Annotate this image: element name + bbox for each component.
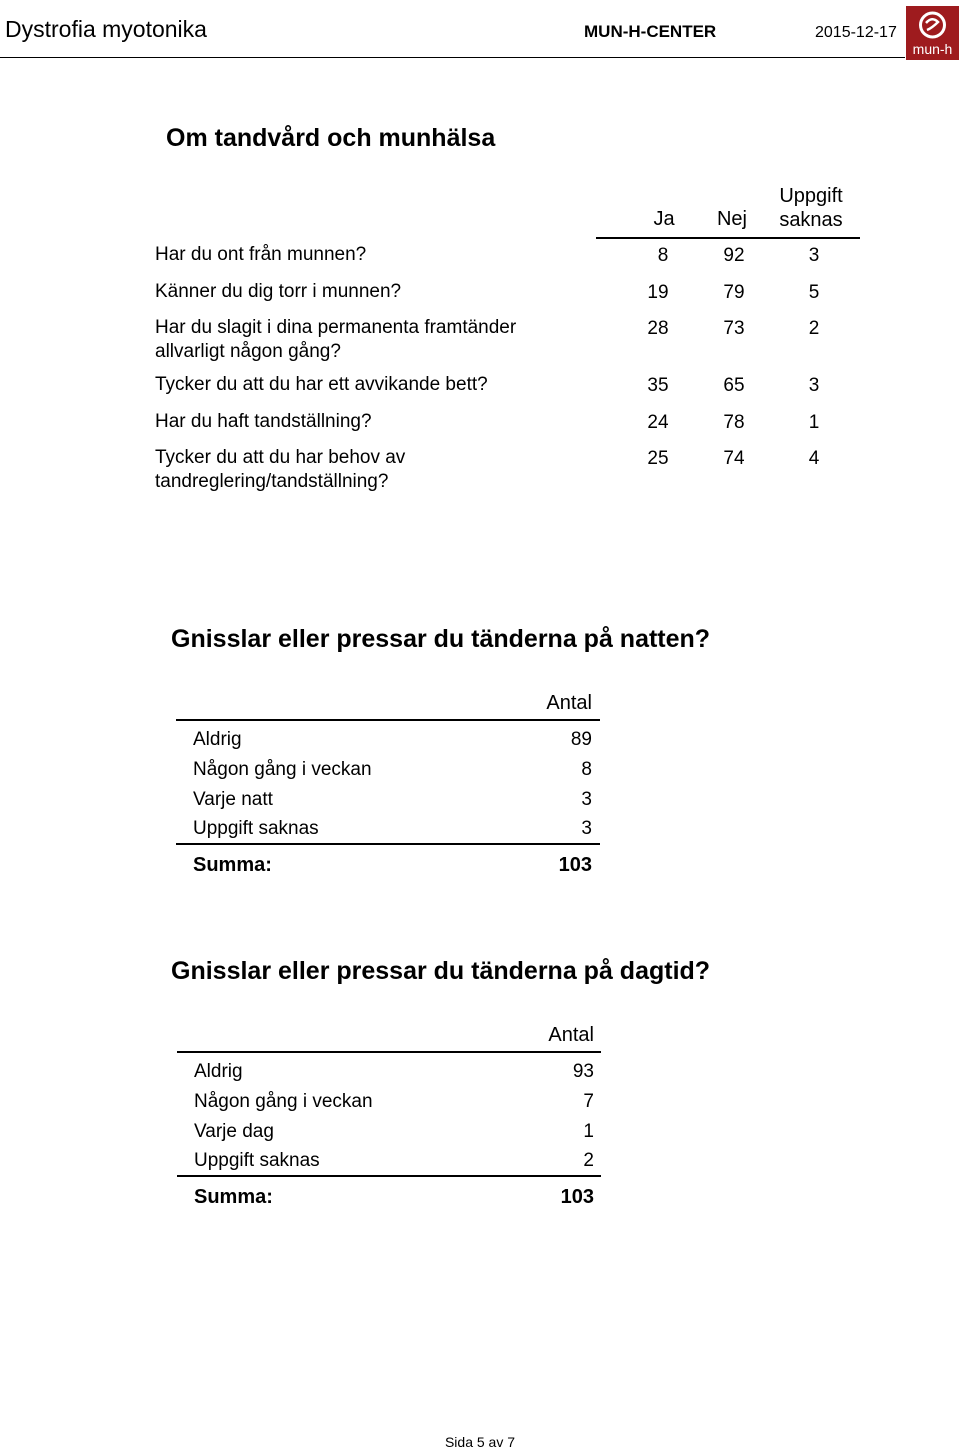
logo-text: mun-h	[912, 41, 953, 57]
center-name: MUN-H-CENTER	[584, 22, 717, 41]
row-label: Någon gång i veckan	[194, 1091, 373, 1112]
value-saknas: 4	[808, 448, 820, 469]
row-label: Uppgift saknas	[193, 818, 319, 839]
value-saknas: 3	[808, 375, 820, 396]
table-sum-rule	[177, 1175, 601, 1177]
page-number: Sida 5 av 7	[444, 1434, 516, 1450]
row-value: 8	[581, 759, 592, 780]
sum-value: 103	[558, 854, 592, 876]
row-label: Aldrig	[193, 729, 242, 750]
question-text: Har du slagit i dina permanenta framtänder allvarligt någon gång?	[155, 317, 517, 362]
question-text: Har du haft tandställning?	[155, 411, 372, 432]
mun-h-logo	[906, 6, 959, 60]
row-value: 1	[583, 1121, 594, 1142]
table-header-rule	[176, 719, 600, 721]
question-text: Tycker du att du har behov av tandreglering/tandställning?	[155, 447, 406, 492]
value-nej: 74	[723, 448, 745, 469]
row-value: 89	[570, 729, 592, 750]
row-label: Varje natt	[193, 789, 273, 810]
column-header-antal: Antal	[548, 1024, 594, 1046]
column-header-ja: Ja	[653, 208, 675, 230]
value-ja: 28	[647, 318, 669, 339]
row-value: 3	[581, 818, 592, 839]
value-saknas: 2	[808, 318, 820, 339]
value-saknas: 1	[808, 412, 820, 433]
value-ja: 25	[647, 448, 669, 469]
row-label: Aldrig	[194, 1061, 243, 1082]
value-ja: 19	[647, 282, 669, 303]
column-header-uppgift-saknas: Uppgift saknas	[779, 185, 843, 231]
value-ja: 8	[657, 245, 669, 266]
table-sum-rule	[176, 843, 600, 845]
row-value: 3	[581, 789, 592, 810]
sum-value: 103	[560, 1186, 594, 1208]
column-header-nej: Nej	[716, 208, 747, 230]
table-header-rule	[596, 237, 860, 239]
table-header-rule	[177, 1051, 601, 1053]
value-nej: 79	[723, 282, 745, 303]
value-nej: 92	[723, 245, 745, 266]
row-label: Uppgift saknas	[194, 1150, 320, 1171]
value-ja: 24	[647, 412, 669, 433]
value-saknas: 3	[808, 245, 820, 266]
document-title: Dystrofia myotonika	[5, 16, 207, 42]
column-header-antal: Antal	[546, 692, 592, 714]
row-label: Varje dag	[194, 1121, 274, 1142]
section-title: Gnisslar eller pressar du tänderna på dagtid?	[171, 957, 711, 985]
section-title: Om tandvård och munhälsa	[166, 124, 496, 152]
sum-label: Summa:	[194, 1186, 273, 1208]
value-nej: 73	[723, 318, 745, 339]
row-value: 93	[572, 1061, 594, 1082]
document-date: 2015-12-17	[815, 24, 897, 41]
row-value: 7	[583, 1091, 594, 1112]
question-text: Har du ont från munnen?	[155, 244, 367, 265]
value-ja: 35	[647, 375, 669, 396]
row-label: Någon gång i veckan	[193, 759, 372, 780]
value-nej: 65	[723, 375, 745, 396]
logo-mark-icon	[918, 10, 947, 40]
row-value: 2	[583, 1150, 594, 1171]
question-text: Tycker du att du har ett avvikande bett?	[155, 374, 488, 395]
section-title: Gnisslar eller pressar du tänderna på natten?	[171, 625, 711, 653]
sum-label: Summa:	[193, 854, 272, 876]
question-text: Känner du dig torr i munnen?	[155, 281, 402, 302]
value-saknas: 5	[808, 282, 820, 303]
header-divider	[0, 57, 905, 58]
value-nej: 78	[723, 412, 745, 433]
